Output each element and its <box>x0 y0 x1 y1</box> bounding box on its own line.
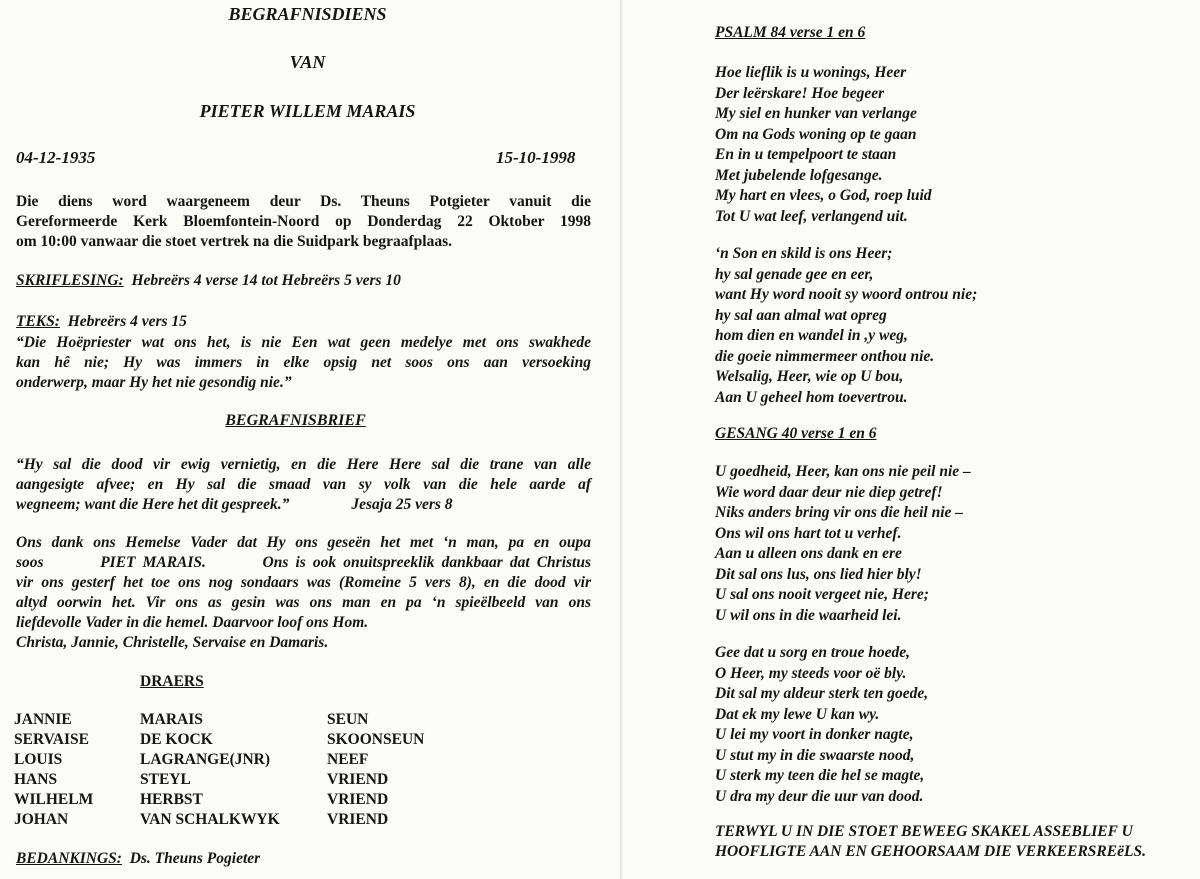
draer-first-name: LOUIS <box>14 751 63 768</box>
traffic-notice <box>715 822 1146 862</box>
draer-surname: HERBST <box>140 791 203 808</box>
thanks-paragraph <box>16 533 591 653</box>
verse-line: Ons wil ons hart tot u verhef. <box>715 524 902 542</box>
verse-line: O Heer, my steeds voor oë bly. <box>715 664 907 682</box>
psalm-verse-6 <box>715 244 977 408</box>
brief-heading: BEGRAFNISBRIEF <box>225 412 366 429</box>
draer-first-name: WILHELM <box>14 791 94 808</box>
date-death: 15-10-1998 <box>496 148 576 167</box>
title-name: PIETER WILLEM MARAIS <box>199 101 416 121</box>
draer-relation: NEEF <box>327 751 369 768</box>
draers-heading: DRAERS <box>140 673 204 690</box>
title-of: VAN <box>289 52 326 72</box>
draers-row <box>14 790 454 810</box>
thanks-line: liefdevolle Vader in die hemel. Daarvoor loof ons Hom. <box>16 614 369 631</box>
notice-line: TERWYL U IN DIE STOET BEWEEG SKAKEL ASSEBLIEF U <box>715 823 1133 840</box>
bedankings-text: Ds. Theuns Pogieter <box>129 850 261 867</box>
skriflesing-label: SKRIFLESING: <box>16 272 124 289</box>
draers-row <box>14 770 454 790</box>
psalm-verse-1 <box>715 63 932 227</box>
verse-line: Dit sal my aldeur sterk ten goede, <box>715 685 929 702</box>
verse-line: Met jubelende lofgesange. <box>715 166 883 184</box>
draers-row <box>14 810 454 830</box>
brief-line: aangesigte afvee; en Hy sal die smaad van sy volk van die hele aarde af <box>16 476 591 493</box>
draer-relation: SKOONSEUN <box>327 731 425 748</box>
draer-first-name: SERVAISE <box>14 731 89 748</box>
teks-label: TEKS: <box>16 313 60 330</box>
verse-line: U dra my deur die uur van dood. <box>715 787 924 805</box>
verse-line: En in u tempelpoort te staan <box>715 146 897 163</box>
verse-line: hy sal genade gee en eer, <box>715 265 874 283</box>
draers-table <box>14 710 454 830</box>
verse-line: U stut my in die swaarste nood, <box>715 746 915 764</box>
verse-line: U sal ons nooit vergeet nie, Here; <box>715 586 929 603</box>
verse-line: Dit sal ons lus, ons lied hier bly! <box>715 565 922 583</box>
verse-line: U goedheid, Heer, kan ons nie peil nie – <box>715 463 971 480</box>
intro-line: Die diens word waargeneem deur Ds. Theuns Potgieter vanuit die <box>16 193 591 210</box>
thanks-signature: Christa, Jannie, Christelle, Servaise en Damaris. <box>16 634 329 651</box>
verse-line: U wil ons in die waarheid lei. <box>715 606 902 624</box>
verse-line: ‘n Son en skild is ons Heer; <box>715 245 893 262</box>
verse-line: My siel en hunker van verlange <box>715 105 917 122</box>
psalm-heading: PSALM 84 verse 1 en 6 <box>715 24 866 41</box>
brief-quote <box>16 455 591 515</box>
bedankings-label: BEDANKINGS: <box>16 850 122 867</box>
brief-line: “Hy sal die dood vir ewig vernietig, en die Here Here sal die trane van alle <box>16 456 591 473</box>
intro-line: Gereformeerde Kerk Bloemfontein-Noord op Donderdag 22 Oktober 1998 <box>16 213 591 230</box>
skriflesing-text: Hebreërs 4 verse 14 tot Hebreërs 5 vers 10 <box>131 272 401 289</box>
draer-relation: VRIEND <box>327 791 389 808</box>
draer-surname: DE KOCK <box>140 731 213 748</box>
draer-surname: STEYL <box>140 771 191 788</box>
draers-row <box>14 730 454 750</box>
bedankings <box>16 850 260 868</box>
verse-line: die goeie nimmermeer onthou nie. <box>715 347 935 365</box>
right-page <box>625 0 1200 879</box>
thanks-line: vir ons gesterf het toe ons nog sondaars was (Romeine 5 vers 8), en die dood vir <box>16 574 591 591</box>
verse-line: Gee dat u sorg en troue hoede, <box>715 644 911 661</box>
page-fold <box>620 0 623 879</box>
brief-ref: Jesaja 25 vers 8 <box>351 496 453 513</box>
intro-paragraph <box>16 192 591 252</box>
teks-line: “Die Hoëpriester wat ons het, is nie Een wat geen medelye met ons swakhede <box>16 334 591 351</box>
teks-quote <box>16 333 591 393</box>
verse-line: Om na Gods woning op te gaan <box>715 125 917 143</box>
draer-first-name: HANS <box>14 771 58 788</box>
draers-row <box>14 750 454 770</box>
teks-line: onderwerp, maar Hy het nie gesondig nie.” <box>16 374 292 391</box>
teks-line: kan hê nie; Hy was immers in elke opsig net soos ons aan versoeking <box>16 354 591 371</box>
thanks-line: soos PIET MARAIS. Ons is ook onuitspreeklik dankbaar dat Christus <box>16 554 591 571</box>
date-birth: 04-12-1935 <box>16 148 96 167</box>
verse-line: Tot U wat leef, verlangend uit. <box>715 207 908 225</box>
draers-row <box>14 710 454 730</box>
skriflesing <box>16 272 401 290</box>
thanks-line: altyd oorwin het. Vir ons as gesin was ons man en pa ‘n spieëlbeeld van ons <box>16 594 591 611</box>
teks-ref: Hebreërs 4 vers 15 <box>67 313 187 330</box>
verse-line: Wie word daar deur nie diep getref! <box>715 483 943 501</box>
gesang-verse-1 <box>715 462 971 626</box>
verse-line: Dat ek my lewe U kan wy. <box>715 705 880 723</box>
brief-line <box>16 495 591 515</box>
gesang-verse-6 <box>715 643 928 807</box>
draer-surname: LAGRANGE(JNR) <box>140 751 271 768</box>
verse-line: U lei my voort in donker nagte, <box>715 726 914 743</box>
verse-line: want Hy word nooit sy woord ontrou nie; <box>715 286 978 303</box>
verse-line: Niks anders bring vir ons die heil nie – <box>715 504 964 521</box>
verse-line: U sterk my teen die hel se magte, <box>715 767 925 784</box>
gesang-heading: GESANG 40 verse 1 en 6 <box>715 425 877 442</box>
verse-line: Aan u alleen ons dank en ere <box>715 545 902 562</box>
teks <box>16 313 187 331</box>
verse-line: Welsalig, Heer, wie op U bou, <box>715 368 904 385</box>
notice-line: HOOFLIGTE AAN EN GEHOORSAAM DIE VERKEERSREëLS. <box>715 843 1146 860</box>
verse-line: Der leërskare! Hoe begeer <box>715 84 885 102</box>
verse-line: My hart en vlees, o God, roep luid <box>715 187 932 204</box>
draer-first-name: JANNIE <box>14 711 72 728</box>
verse-line: Hoe lieflik is u wonings, Heer <box>715 64 907 81</box>
draer-relation: VRIEND <box>327 771 389 788</box>
thanks-line: Ons dank ons Hemelse Vader dat Hy ons geseën het met ‘n man, pa en oupa <box>16 534 591 551</box>
draer-surname: MARAIS <box>140 711 203 728</box>
draer-relation: SEUN <box>327 711 369 728</box>
verse-line: Aan U geheel hom toevertrou. <box>715 388 908 406</box>
draer-relation: VRIEND <box>327 811 389 828</box>
draer-first-name: JOHAN <box>14 811 69 828</box>
verse-line: hom dien en wandel in ,y weg, <box>715 327 908 344</box>
intro-line: om 10:00 vanwaar die stoet vertrek na die Suidpark begraafplaas. <box>16 233 453 250</box>
verse-line: hy sal aan almal wat opreg <box>715 306 887 324</box>
draer-surname: VAN SCHALKWYK <box>140 811 280 828</box>
brief-line-text: wegneem; want die Here het dit gespreek.” <box>16 496 290 513</box>
title-service: BEGRAFNISDIENS <box>228 4 387 24</box>
